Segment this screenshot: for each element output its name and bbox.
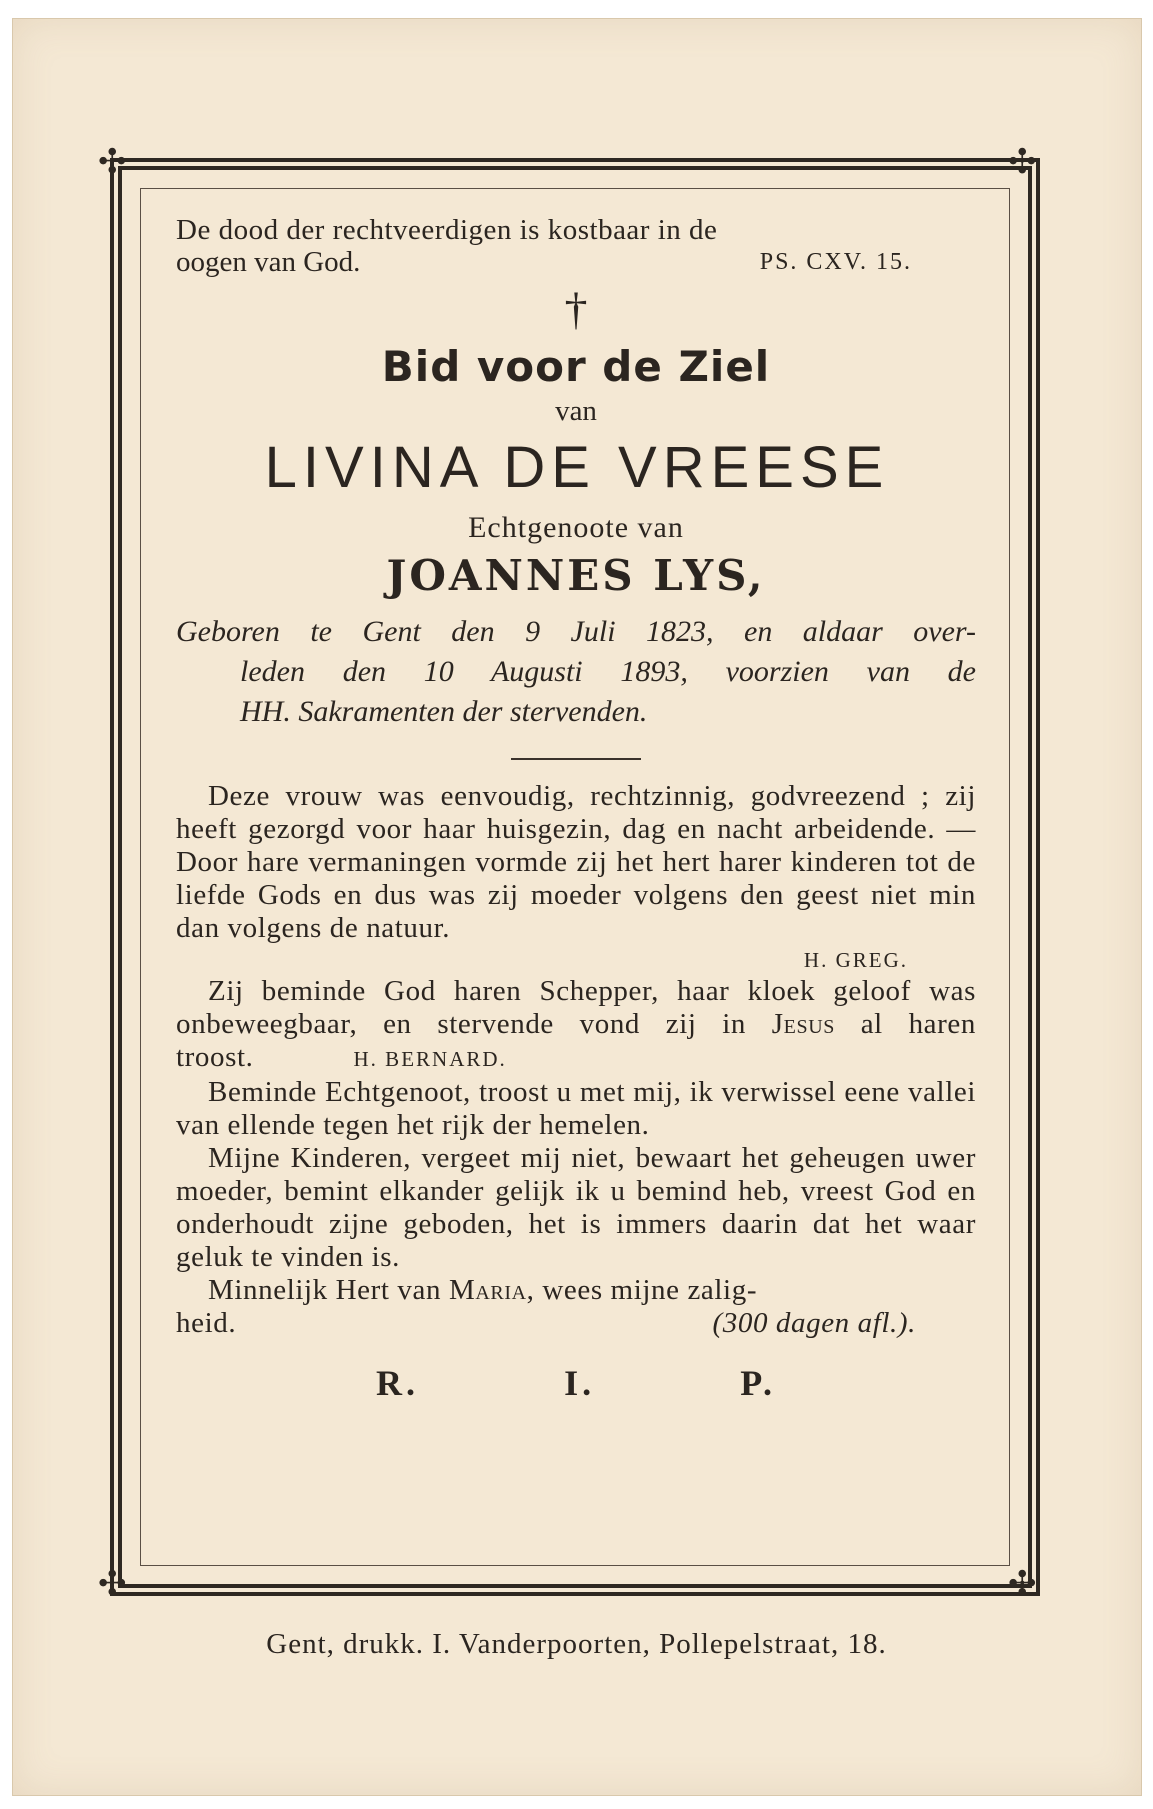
verse-paragraph-4: Mijne Kinderen, vergeet mij niet, bewaart het geheugen uwer moeder, bemint elkander gelijk ik u bemind heb, vreest God en onderhoudt zijne geboden, het is immers daarin dat het waar geluk te vinden is.	[176, 1142, 976, 1273]
corner-ornament-icon: ✣	[98, 1566, 127, 1603]
epigraph-line2-row	[176, 246, 976, 278]
verse-paragraph-3: Beminde Echtgenoot, troost u met mij, ik verwissel eene vallei van ellende tegen het rijk der hemelen.	[176, 1076, 976, 1141]
card-content	[176, 200, 976, 1404]
epigraph-line1: De dood der rechtveerdigen is kostbaar in de	[176, 214, 718, 246]
deceased-name: LIVINA DE VREESE	[264, 435, 890, 500]
epigraph-reference: PS. CXV. 15.	[759, 249, 912, 275]
indulgence-note: (300 dagen afl.).	[712, 1307, 916, 1339]
verse-paragraph-5	[176, 1274, 976, 1307]
verse-attribution-1: H. GREG.	[803, 948, 908, 972]
van-label: van	[555, 395, 597, 427]
verse-2-jesus: Jesus	[771, 1008, 835, 1040]
corner-ornament-icon: ✣	[1008, 144, 1037, 181]
rip-i: I.	[564, 1363, 596, 1403]
verse-2-end: al haren troost.	[176, 1008, 976, 1073]
verse-5-start: Minnelijk Hert van	[208, 1274, 442, 1306]
verse-5-maria: Maria	[448, 1274, 527, 1306]
rip-p: P.	[740, 1363, 776, 1403]
verse-5-mid: , wees mijne zalig-	[526, 1274, 758, 1306]
birth-death-line1: Geboren te Gent den 9 Juli 1823, en aldaar over-	[176, 615, 976, 648]
printer-credit: Gent, drukk. I. Vanderpoorten, Pollepelstraat, 18.	[266, 1628, 887, 1660]
verse-5-end: heid.	[176, 1307, 237, 1339]
cross-icon: †	[564, 283, 588, 334]
spouse-name: JOANNES LYS,	[386, 551, 766, 600]
verse-paragraph-5-end	[176, 1307, 976, 1340]
verse-attribution-2: H. BERNARD.	[353, 1047, 507, 1071]
birth-death-line3: HH. Sakramenten der stervenden.	[240, 695, 648, 728]
epigraph-line2: oogen van God.	[176, 246, 361, 278]
rip-initials	[376, 1362, 776, 1404]
corner-ornament-icon: ✣	[98, 144, 127, 181]
rip-r: R.	[376, 1363, 419, 1403]
verse-2-text: Zij beminde God haren Schepper, haar kloek geloof was onbeweegbaar, en stervende vond zij in	[176, 975, 976, 1040]
verse-paragraph-2	[176, 975, 976, 1076]
birth-death-text	[176, 612, 976, 732]
divider	[511, 758, 641, 760]
corner-ornament-icon: ✣	[1008, 1566, 1037, 1603]
verse-paragraph-1: Deze vrouw was eenvoudig, rechtzinnig, godvreezend ; zij heeft gezorgd voor haar huisgezin, dag en nacht arbeidende. — Door hare vermaningen vormde zij het hert harer kinderen tot de liefde Gods en dus was zij moeder volgens den geest niet min dan volgens de natuur.	[176, 780, 976, 944]
spouse-label: Echtgenoote van	[468, 511, 684, 544]
birth-death-line2: leden den 10 Augusti 1893, voorzien van de	[240, 655, 976, 688]
prayer-heading: Bid voor de Ziel	[381, 342, 771, 391]
